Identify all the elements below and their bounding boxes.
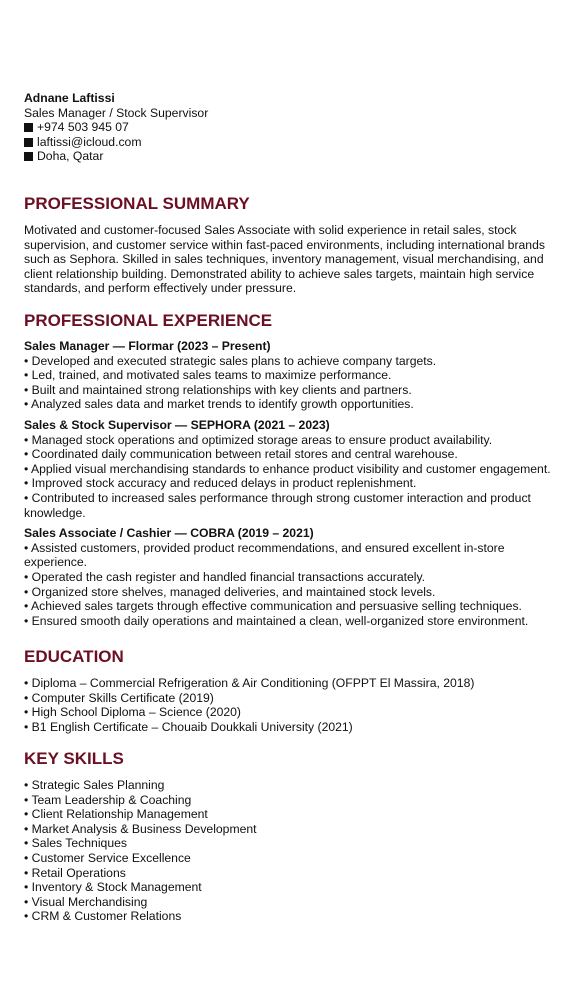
job-bullets: [24, 354, 554, 412]
experience-heading: PROFESSIONAL EXPERIENCE: [24, 311, 273, 330]
job-bullet: • Coordinated daily communication between retail stores and central warehouse.: [24, 447, 554, 462]
job-bullet: • Operated the cash register and handled financial transactions accurately.: [24, 570, 554, 585]
job-bullets: [24, 433, 554, 521]
summary-text: Motivated and customer-focused Sales Associate with solid experience in retail sales, stock supervision, and customer service within fast-paced environments, including international brands such as Sephora. Skilled in sales techniques, inventory management, visual merchandising, and client relationship building. Demonstrated ability to achieve sales targets, maintain high service standards, and perform effectively under pressure.: [24, 223, 545, 296]
job-title: Sales & Stock Supervisor — SEPHORA (2021 – 2023): [24, 417, 330, 432]
square-bullet-icon: [24, 123, 33, 132]
job-bullet: • Developed and executed strategic sales plans to achieve company targets.: [24, 354, 554, 369]
contact-location: [24, 149, 554, 164]
job-entry: [24, 418, 554, 520]
skills-heading: KEY SKILLS: [24, 749, 124, 768]
candidate-name: Adnane Laftissi: [24, 91, 115, 105]
education-list: [24, 676, 554, 734]
skill-item: • CRM & Customer Relations: [24, 909, 554, 924]
job-bullet: • Built and maintained strong relationships with key clients and partners.: [24, 383, 554, 398]
square-bullet-icon: [24, 152, 33, 161]
email-text: laftissi@icloud.com: [37, 134, 142, 149]
square-bullet-icon: [24, 138, 33, 147]
job-bullet: • Ensured smooth daily operations and maintained a clean, well-organized store environment.: [24, 614, 554, 629]
job-bullet: • Analyzed sales data and market trends to identify growth opportunities.: [24, 397, 554, 412]
job-bullets: [24, 541, 554, 629]
location-text: Doha, Qatar: [37, 149, 104, 164]
education-section: [24, 676, 554, 734]
contact-email: [24, 135, 554, 150]
job-title: Sales Manager — Flormar (2023 – Present): [24, 339, 271, 353]
job-bullet: • Led, trained, and motivated sales teams to maximize performance.: [24, 368, 554, 383]
job-entry: [24, 339, 554, 412]
contact-block: [24, 91, 554, 164]
skill-item: • Client Relationship Management: [24, 807, 554, 822]
contact-phone: [24, 120, 554, 135]
phone-text: +974 503 945 07: [37, 120, 129, 135]
education-item: • Computer Skills Certificate (2019): [24, 691, 554, 706]
skill-item: • Inventory & Stock Management: [24, 880, 554, 895]
skill-item: • Team Leadership & Coaching: [24, 793, 554, 808]
job-bullet: • Organized store shelves, managed deliveries, and maintained stock levels.: [24, 585, 554, 600]
job-bullet: • Applied visual merchandising standards to enhance product visibility and customer engagement.: [24, 462, 554, 477]
education-heading: EDUCATION: [24, 647, 124, 666]
experience-section: [24, 339, 554, 628]
job-bullet: • Assisted customers, provided product recommendations, and ensured excellent in-store experience.: [24, 541, 554, 570]
summary-section: [24, 223, 554, 296]
skill-item: • Visual Merchandising: [24, 895, 554, 910]
job-entry: [24, 526, 554, 628]
skill-item: • Retail Operations: [24, 866, 554, 881]
job-bullet: • Improved stock accuracy and reduced delays in product replenishment.: [24, 476, 554, 491]
skills-section: [24, 778, 554, 924]
education-item: • High School Diploma – Science (2020): [24, 705, 554, 720]
summary-heading: PROFESSIONAL SUMMARY: [24, 194, 250, 213]
job-bullet: • Managed stock operations and optimized storage areas to ensure product availability.: [24, 433, 554, 448]
skill-item: • Market Analysis & Business Development: [24, 822, 554, 837]
candidate-title: Sales Manager / Stock Supervisor: [24, 105, 209, 120]
job-bullet: • Contributed to increased sales performance through strong customer interaction and product knowledge.: [24, 491, 554, 520]
skill-item: • Sales Techniques: [24, 836, 554, 851]
skill-item: • Customer Service Excellence: [24, 851, 554, 866]
job-bullet: • Achieved sales targets through effective communication and persuasive selling techniques.: [24, 599, 554, 614]
skill-item: • Strategic Sales Planning: [24, 778, 554, 793]
education-item: • B1 English Certificate – Chouaib Doukkali University (2021): [24, 720, 554, 735]
education-item: • Diploma – Commercial Refrigeration & Air Conditioning (OFPPT El Massira, 2018): [24, 676, 554, 691]
skills-list: [24, 778, 554, 924]
job-title: Sales Associate / Cashier — COBRA (2019 – 2021): [24, 526, 314, 541]
